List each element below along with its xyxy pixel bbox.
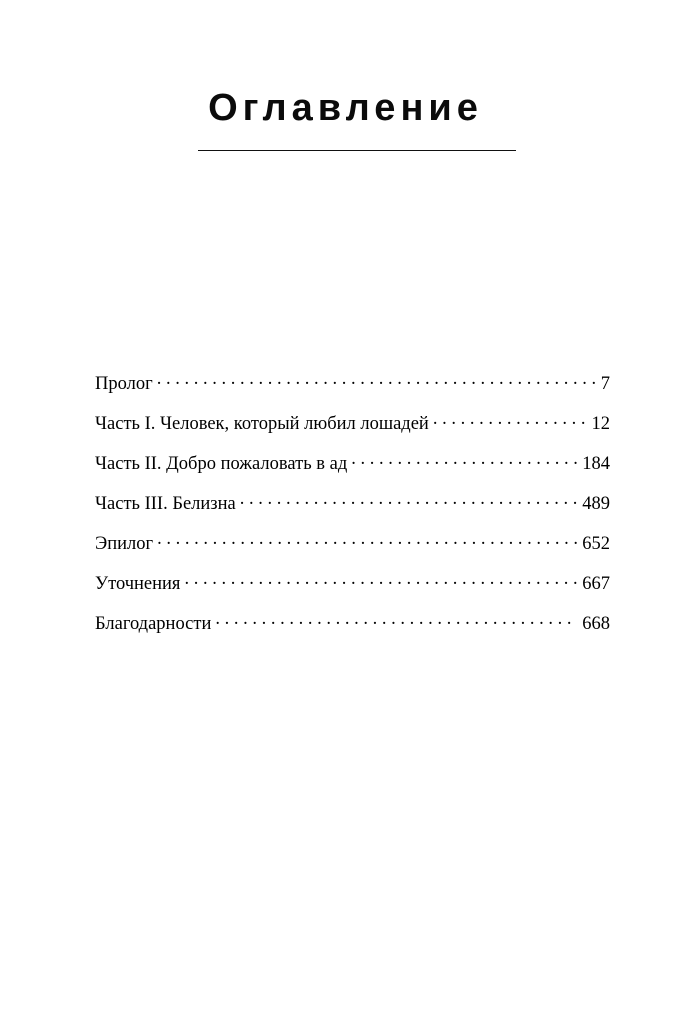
toc-entry-label: Уточнения <box>95 573 181 594</box>
toc-entry-page: 652 <box>582 533 610 554</box>
toc-entry-page: 667 <box>582 573 610 594</box>
toc-entry-page: 7 <box>600 373 610 394</box>
toc-leader-dots <box>433 410 587 429</box>
title-divider <box>198 150 516 151</box>
page-title: Оглавление <box>208 87 483 129</box>
toc-entry[interactable] <box>95 570 610 593</box>
toc-entry[interactable] <box>95 530 610 553</box>
toc-entry-label: Часть III. Белизна <box>95 493 236 514</box>
toc-entry-label: Эпилог <box>95 533 154 554</box>
toc-leader-dots <box>240 490 578 509</box>
toc-leader-dots <box>351 450 577 469</box>
toc-leader-dots <box>157 370 596 389</box>
toc-leader-dots <box>157 530 577 549</box>
toc-entry[interactable] <box>95 610 610 633</box>
toc-entry-page: 489 <box>582 493 610 514</box>
toc-entry-page: 668 <box>582 613 610 634</box>
toc-entry[interactable] <box>95 450 610 473</box>
toc-entry-page: 12 <box>591 413 610 434</box>
toc-entry-label: Благодарности <box>95 613 212 634</box>
toc-leader-dots <box>215 610 577 629</box>
page-title-container <box>0 88 691 130</box>
toc-entry-label: Часть I. Человек, который любил лошадей <box>95 413 429 434</box>
toc-leader-dots <box>184 570 577 589</box>
toc-entry-label: Пролог <box>95 373 153 394</box>
toc-entry[interactable] <box>95 490 610 513</box>
toc-entry-page: 184 <box>582 453 610 474</box>
toc-entry[interactable] <box>95 370 610 393</box>
table-of-contents <box>95 370 610 633</box>
toc-entry-label: Часть II. Добро пожаловать в ад <box>95 453 348 474</box>
toc-entry[interactable] <box>95 410 610 433</box>
